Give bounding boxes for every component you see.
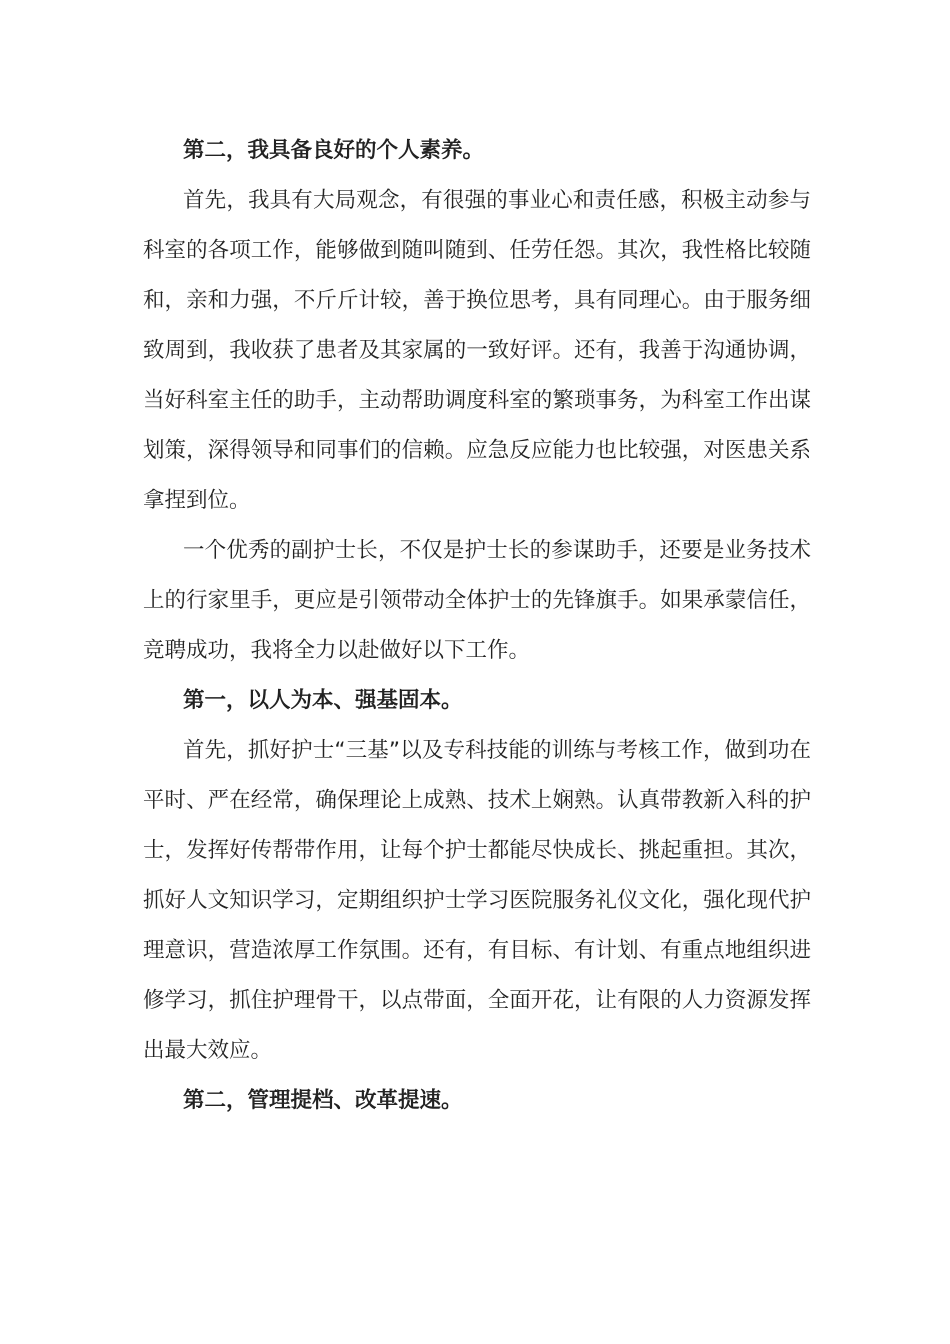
body-paragraph: 一个优秀的副护士长，不仅是护士长的参谋助手，还要是业务技术上的行家里手，更应是引领带动全体护士的先锋旗手。如果承蒙信任，竞聘成功，我将全力以赴做好以下工作。 bbox=[143, 538, 811, 663]
section-heading: 第一，以人为本、强基固本。 bbox=[183, 688, 463, 713]
document-body bbox=[143, 126, 811, 1126]
body-paragraph: 首先，我具有大局观念，有很强的事业心和责任感，积极主动参与科室的各项工作，能够做到随叫随到、任劳任怨。其次，我性格比较随和，亲和力强，不斤斤计较，善于换位思考，具有同理心。由于服务细致周到，我收获了患者及其家属的一致好评。还有，我善于沟通协调，当好科室主任的助手，主动帮助调度科室的繁琐事务，为科室工作出谋划策，深得领导和同事们的信赖。应急反应能力也比较强，对医患关系拿捏到位。 bbox=[143, 188, 811, 513]
section-heading: 第二，管理提档、改革提速。 bbox=[183, 1088, 463, 1113]
section-heading: 第二，我具备良好的个人素养。 bbox=[183, 138, 485, 163]
body-paragraph: 首先，抓好护士“三基”以及专科技能的训练与考核工作，做到功在平时、严在经常，确保理论上成熟、技术上娴熟。认真带教新入科的护士，发挥好传帮带作用，让每个护士都能尽快成长、挑起重担。其次，抓好人文知识学习，定期组织护士学习医院服务礼仪文化，强化现代护理意识，营造浓厚工作氛围。还有，有目标、有计划、有重点地组织进修学习，抓住护理骨干，以点带面，全面开花，让有限的人力资源发挥出最大效应。 bbox=[143, 738, 811, 1063]
